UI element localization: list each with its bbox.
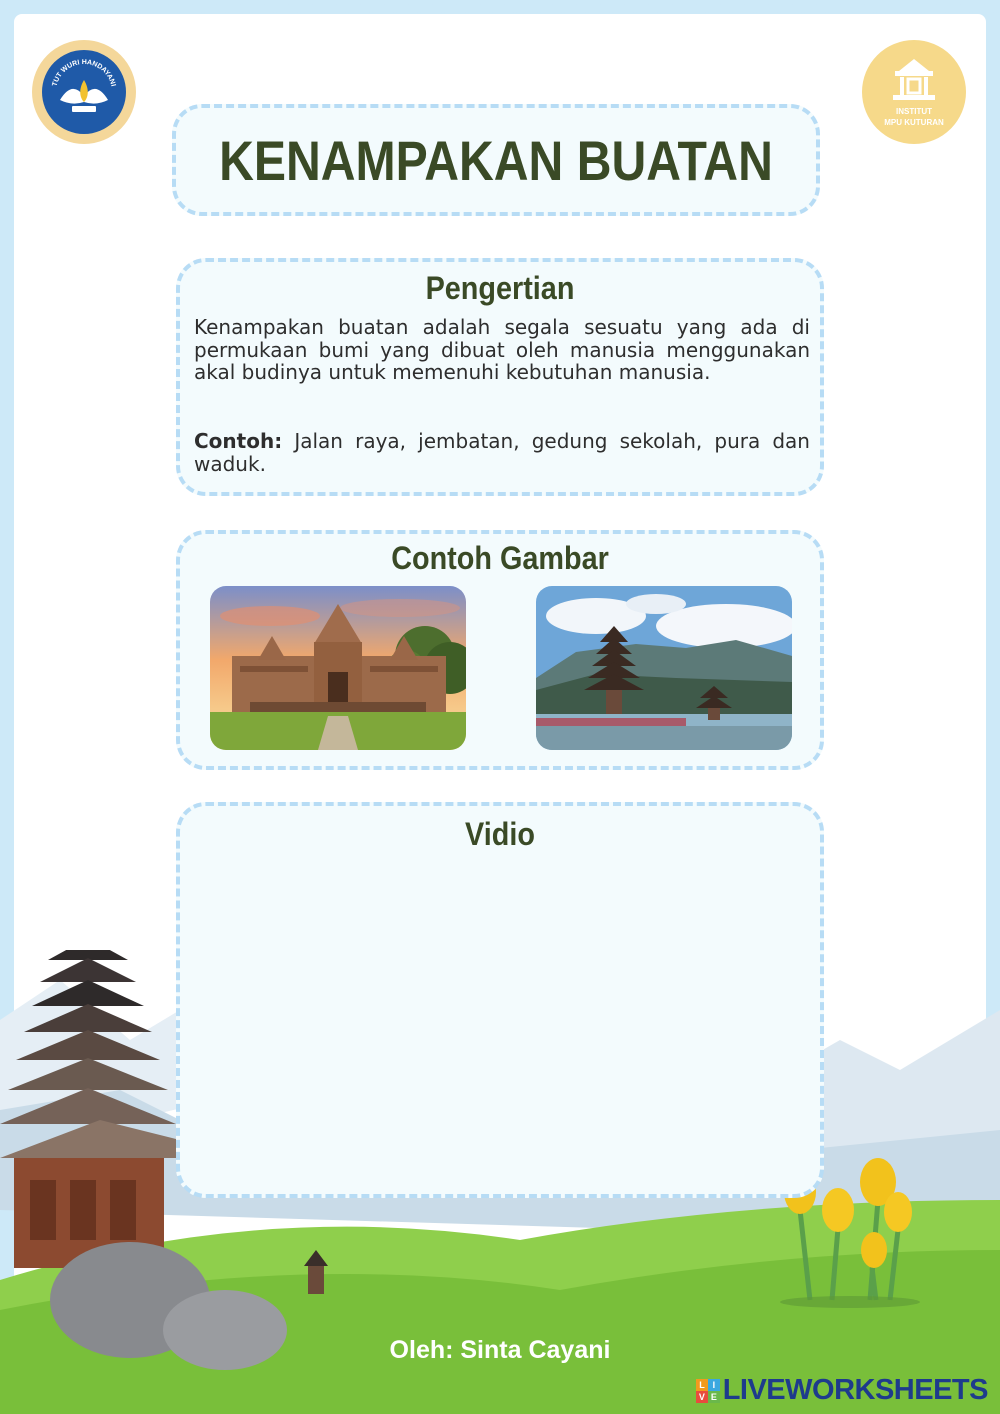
logo-right-caption-1: INSTITUT bbox=[896, 107, 932, 116]
gallery-heading: Contoh Gambar bbox=[391, 540, 609, 576]
logo-right-caption-2: MPU KUTURAN bbox=[884, 118, 944, 127]
definition-text: Kenampakan buatan adalah segala sesuatu yang ada di permukaan bumi yang dibuat oleh manusia menggunakan akal budinya untuk memenuhi kebutuhan manusia. bbox=[194, 315, 810, 384]
brand-mark-l: L bbox=[696, 1379, 708, 1391]
temple-ruins-illustration bbox=[210, 586, 466, 750]
institut-mpu-kuturan-logo bbox=[862, 40, 966, 144]
example-text: Jalan raya, jembatan, gedung sekolah, pura dan waduk. bbox=[194, 429, 810, 476]
title-box bbox=[172, 104, 820, 216]
brand-mark-e: E bbox=[708, 1391, 720, 1403]
example-label: Contoh: bbox=[194, 429, 283, 453]
definition-box bbox=[176, 258, 824, 496]
scalloped-border bbox=[0, 0, 1000, 34]
video-heading: Vidio bbox=[465, 816, 535, 852]
definition-heading: Pengertian bbox=[425, 270, 575, 306]
gallery-box bbox=[176, 530, 824, 770]
author-credit: Oleh: Sinta Cayani bbox=[389, 1336, 611, 1364]
liveworksheets-logo-icon bbox=[696, 1379, 720, 1403]
temple-ruins-photo bbox=[210, 586, 466, 750]
brand-name: LIVEWORKSHEETS bbox=[722, 1374, 988, 1406]
liveworksheets-brand[interactable] bbox=[696, 1374, 988, 1407]
temple-icon bbox=[887, 57, 941, 105]
emblem-icon bbox=[42, 50, 126, 134]
definition-example bbox=[194, 430, 810, 475]
brand-mark-v: V bbox=[696, 1391, 708, 1403]
video-box[interactable] bbox=[176, 802, 824, 1198]
lake-temple-photo bbox=[536, 586, 792, 750]
page-title: KENAMPAKAN BUATAN bbox=[219, 128, 773, 192]
tut-wuri-handayani-logo bbox=[32, 40, 136, 144]
logo-left-caption: TUT WURI HANDAYANI bbox=[51, 58, 117, 88]
brand-mark-i: I bbox=[708, 1379, 720, 1391]
logo-emblem bbox=[42, 50, 126, 134]
lake-temple-illustration bbox=[536, 586, 792, 750]
